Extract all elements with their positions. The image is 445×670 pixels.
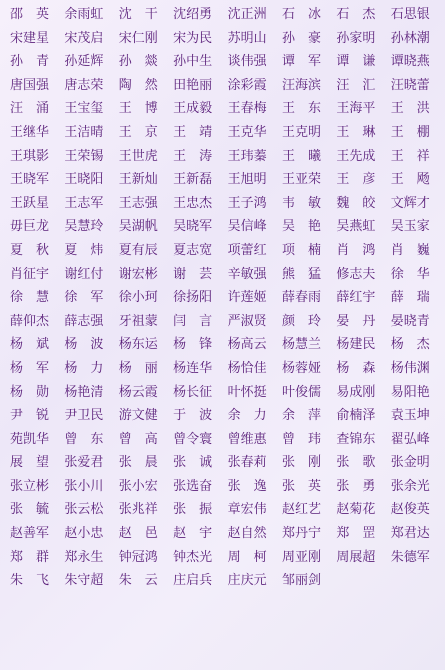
name-entry: 赵菊花: [336, 502, 376, 518]
name-entry: 赵自然: [227, 526, 267, 542]
name-entry: 谢宏彬: [118, 266, 158, 282]
name-entry: 杨艳清: [64, 384, 104, 400]
name-entry: 谭晓燕: [390, 54, 430, 70]
name-entry: 杨 波: [64, 337, 104, 353]
name-entry: 邵 英: [10, 7, 50, 22]
name-entry: 杨长征: [173, 384, 213, 400]
name-entry: 王世虎: [118, 148, 158, 164]
name-entry: 赵善军: [10, 526, 50, 542]
name-entry: 查锦东: [336, 431, 376, 447]
name-entry: 赵小忠: [64, 526, 104, 542]
name-entry: 王忠杰: [173, 195, 213, 211]
name-entry: 杨 杰: [390, 337, 430, 353]
name-entry: 王 靖: [173, 124, 213, 140]
name-entry: 赵 邑: [118, 526, 158, 542]
name-entry: 熊 猛: [281, 266, 321, 282]
name-entry: 夏有辰: [118, 242, 158, 258]
name-entry: 唐国强: [10, 77, 50, 93]
name-entry: 项蕾红: [227, 242, 267, 258]
name-entry: 王 曦: [281, 148, 321, 164]
name-entry: 薛红宇: [336, 290, 376, 306]
name-entry: 王荣锡: [64, 148, 104, 164]
name-entry: 苑凯华: [10, 431, 50, 447]
name-entry: 王新灿: [118, 172, 158, 188]
name-entry: 谢红付: [64, 266, 104, 282]
name-entry: 谭 谦: [336, 54, 376, 70]
name-entry: 宋建星: [10, 30, 50, 46]
name-entry: 赵俊英: [390, 502, 430, 518]
name-entry: 张 歌: [336, 455, 376, 471]
name-entry: 尹 锐: [10, 408, 50, 424]
name-entry: 孙家明: [336, 30, 376, 46]
name-entry: 朱德军: [390, 549, 430, 565]
name-entry: 王克华: [227, 124, 267, 140]
name-entry: 王新磊: [173, 172, 213, 188]
name-entry: 沈正洲: [227, 7, 267, 22]
name-entry: 王 棚: [390, 124, 430, 140]
name-entry: 王 祥: [390, 148, 430, 164]
name-entry: 王志军: [64, 195, 104, 211]
name-entry: 王 涛: [173, 148, 213, 164]
name-entry: 孙 燚: [118, 54, 158, 70]
name-entry: 杨 军: [10, 360, 50, 376]
name-entry: 王洁晴: [64, 124, 104, 140]
name-entry: 杨 丽: [118, 360, 158, 376]
name-entry: 周 柯: [227, 549, 267, 565]
name-entry: 杨 斌: [10, 337, 50, 353]
name-entry: 王海平: [336, 101, 376, 117]
name-entry: 吴玉家: [390, 219, 430, 235]
name-entry: 王 东: [281, 101, 321, 117]
name-entry: 许莲姬: [227, 290, 267, 306]
name-entry: 郑 罡: [336, 526, 376, 542]
name-entry: 韦 敏: [281, 195, 321, 211]
name-entry: 王子鸿: [227, 195, 267, 211]
name-entry: 孙中生: [173, 54, 213, 70]
name-entry: 肖 巍: [390, 242, 430, 258]
name-entry: 张金明: [390, 455, 430, 471]
name-entry: 杨 锋: [173, 337, 213, 353]
name-entry: 曾 玮: [281, 431, 321, 447]
name-entry: 张 刚: [281, 455, 321, 471]
name-entry: 徐小珂: [118, 290, 158, 306]
name-entry: 肖 鸿: [336, 242, 376, 258]
name-entry: 王晓阳: [64, 172, 104, 188]
name-entry: 吴燕虹: [336, 219, 376, 235]
name-entry: 王成毅: [173, 101, 213, 117]
name-entry: 张选奋: [173, 478, 213, 494]
name-entry: 牙祖蒙: [118, 313, 158, 329]
name-entry: 肖征宇: [10, 266, 50, 282]
name-entry: 杨连华: [173, 360, 213, 376]
name-entry: 张立彬: [10, 478, 50, 494]
name-entry: 杨恰佳: [227, 360, 267, 376]
name-entry: 俞楠泽: [336, 408, 376, 424]
name-entry: 闫 言: [173, 313, 213, 329]
name-entry: 王志强: [118, 195, 158, 211]
name-entry: 易成刚: [336, 384, 376, 400]
name-entry: 庄庆元: [227, 573, 267, 589]
name-entry: 严淑贤: [227, 313, 267, 329]
name-entry: 张春莉: [227, 455, 267, 471]
name-entry: 游文健: [118, 408, 158, 424]
name-entry: 庄启兵: [173, 573, 213, 589]
name-entry: 王 飏: [390, 172, 430, 188]
name-entry: 吴慧玲: [64, 219, 104, 235]
name-entry: 薛仰杰: [10, 313, 50, 329]
name-entry: 辛敏强: [227, 266, 267, 282]
name-entry: 石 杰: [336, 7, 376, 22]
name-entry: 尹卫民: [64, 408, 104, 424]
name-entry: 郑丹宁: [281, 526, 321, 542]
name-entry: 王亚荣: [281, 172, 321, 188]
name-entry: 王先成: [336, 148, 376, 164]
name-entry: 孙 豪: [281, 30, 321, 46]
name-entry: 杨伟渊: [390, 360, 430, 376]
name-entry: 杨 勋: [10, 384, 50, 400]
name-entry: 赵 宇: [173, 526, 213, 542]
name-entry: 张兆祥: [118, 502, 158, 518]
name-entry: 张云松: [64, 502, 104, 518]
name-entry: 汪 汇: [336, 77, 376, 93]
name-entry: 杨东运: [118, 337, 158, 353]
name-entry: 沈 干: [118, 7, 158, 22]
name-entry: 谭 军: [281, 54, 321, 70]
name-entry: 陶 然: [118, 77, 158, 93]
name-entry: 张余光: [390, 478, 430, 494]
name-entry: 于 波: [173, 408, 213, 424]
name-entry: 毋巨龙: [10, 219, 50, 235]
name-entry: 孙林潮: [390, 30, 430, 46]
name-entry: 周亚刚: [281, 549, 321, 565]
name-entry: 张 诚: [173, 455, 213, 471]
name-entry: 叶怀挺: [227, 384, 267, 400]
name-entry: 杨 力: [64, 360, 104, 376]
name-entry: 田艳丽: [173, 77, 213, 93]
name-entry: 张 毓: [10, 502, 50, 518]
name-entry: 颜 玲: [281, 313, 321, 329]
name-entry: 徐 军: [64, 290, 104, 306]
name-entry: 薛志强: [64, 313, 104, 329]
name-entry: 王宝玺: [64, 101, 104, 117]
name-grid: [10, 3, 441, 593]
name-entry: 张小川: [64, 478, 104, 494]
name-entry: 周展超: [336, 549, 376, 565]
name-entry: 涂彩霞: [227, 77, 267, 93]
name-entry: 孙延辉: [64, 54, 104, 70]
name-entry: 郑永生: [64, 549, 104, 565]
name-entry: 王继华: [10, 124, 50, 140]
name-entry: 钟杰光: [173, 549, 213, 565]
name-entry: 张 晨: [118, 455, 158, 471]
name-entry: 文辉才: [390, 195, 430, 211]
name-entry: 夏 炜: [64, 242, 104, 258]
name-entry: 杨高云: [227, 337, 267, 353]
name-entry: 宋为民: [173, 30, 213, 46]
name-entry: 王琪影: [10, 148, 50, 164]
name-entry: 孙 青: [10, 54, 50, 70]
name-entry: 王克明: [281, 124, 321, 140]
name-entry: 朱 云: [118, 573, 158, 589]
name-entry: 王 琳: [336, 124, 376, 140]
name-entry: 钟冠鸿: [118, 549, 158, 565]
name-entry: 郑 群: [10, 549, 50, 565]
name-entry: 唐志荣: [64, 77, 104, 93]
name-entry: 晏晓青: [390, 313, 430, 329]
name-entry: 杨 森: [336, 360, 376, 376]
name-entry: 项 楠: [281, 242, 321, 258]
name-entry: 石思银: [390, 7, 430, 22]
name-entry: 吴晓军: [173, 219, 213, 235]
name-entry: 王跃星: [10, 195, 50, 211]
name-entry: 王玮蓁: [227, 148, 267, 164]
name-entry: 王 京: [118, 124, 158, 140]
name-entry: 王 博: [118, 101, 158, 117]
name-entry: 王晓军: [10, 172, 50, 188]
name-entry: 郑君达: [390, 526, 430, 542]
name-entry: 吴湖帆: [118, 219, 158, 235]
name-entry: 余雨虹: [64, 7, 104, 22]
name-entry: 章宏伟: [227, 502, 267, 518]
name-entry: 修志夫: [336, 266, 376, 282]
name-entry: 夏志宽: [173, 242, 213, 258]
name-entry: 杨蓉娅: [281, 360, 321, 376]
name-entry: 王旭明: [227, 172, 267, 188]
name-entry: 夏 秋: [10, 242, 50, 258]
name-entry: 展 望: [10, 455, 50, 471]
name-entry: 杨慧兰: [281, 337, 321, 353]
name-entry: 王 彦: [336, 172, 376, 188]
name-entry: 石 冰: [281, 7, 321, 22]
name-entry: 谢 芸: [173, 266, 213, 282]
name-entry: 朱 飞: [10, 573, 50, 589]
name-entry: 汪晓蕾: [390, 77, 430, 93]
name-entry: 杨云霞: [118, 384, 158, 400]
name-entry: 吴信峰: [227, 219, 267, 235]
name-entry: 谈伟强: [227, 54, 267, 70]
name-entry: 曾令寰: [173, 431, 213, 447]
name-entry: 邹丽剑: [281, 573, 321, 589]
name-entry: 徐 华: [390, 266, 430, 282]
name-entry: 杨建民: [336, 337, 376, 353]
name-entry: 张 英: [281, 478, 321, 494]
name-entry: 徐 慧: [10, 290, 50, 306]
name-entry: 宋仁刚: [118, 30, 158, 46]
name-entry: 赵红艺: [281, 502, 321, 518]
name-entry: 张 振: [173, 502, 213, 518]
name-entry: 曾 东: [64, 431, 104, 447]
name-entry: 徐扬阳: [173, 290, 213, 306]
name-entry: 袁玉坤: [390, 408, 430, 424]
name-entry: 宋茂启: [64, 30, 104, 46]
name-entry: 沈绍勇: [173, 7, 213, 22]
name-entry: 王春梅: [227, 101, 267, 117]
name-entry: 薛 瑞: [390, 290, 430, 306]
name-entry: 苏明山: [227, 30, 267, 46]
name-entry: 张 勇: [336, 478, 376, 494]
name-entry: 汪 涌: [10, 101, 50, 117]
name-entry: 曾维惠: [227, 431, 267, 447]
name-entry: 叶俊儒: [281, 384, 321, 400]
name-entry: 张 逸: [227, 478, 267, 494]
name-entry: 余 力: [227, 408, 267, 424]
name-entry: 晏 丹: [336, 313, 376, 329]
name-entry: 汪海滨: [281, 77, 321, 93]
name-entry: 张爱君: [64, 455, 104, 471]
name-entry: 吴 艳: [281, 219, 321, 235]
name-entry: 曾 高: [118, 431, 158, 447]
name-entry: 朱守超: [64, 573, 104, 589]
name-entry: 薛春雨: [281, 290, 321, 306]
name-entry: 张小宏: [118, 478, 158, 494]
name-entry: 魏 皎: [336, 195, 376, 211]
name-entry: 易阳艳: [390, 384, 430, 400]
name-entry: 翟弘峰: [390, 431, 430, 447]
name-entry: 王 洪: [390, 101, 430, 117]
name-entry: 余 萍: [281, 408, 321, 424]
